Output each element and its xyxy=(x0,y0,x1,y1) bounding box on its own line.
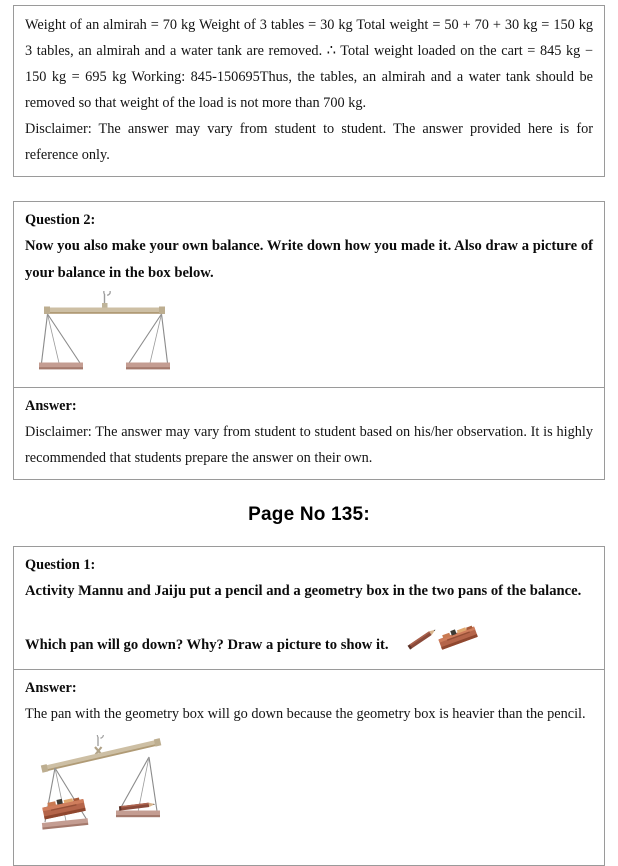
question-2-answer-label: Answer: xyxy=(25,398,77,414)
answer-continuation-body xyxy=(14,6,604,176)
balanced-weighing-scale-icon xyxy=(39,291,171,377)
question-1-text-with-icons xyxy=(25,619,593,659)
question-1-answer-label: Answer: xyxy=(25,680,77,696)
answer-continuation-disclaimer: Disclaimer: The answer may vary from student to student. The answer provided here is for reference only. xyxy=(25,121,593,163)
question-1-label: Question 1: xyxy=(25,557,96,573)
page-number-heading: Page No 135: xyxy=(248,504,370,525)
question-2-answer xyxy=(14,387,604,479)
question-2-body xyxy=(14,202,604,387)
question-2-panel xyxy=(13,201,605,480)
pencil-and-geometry-box-icon xyxy=(403,619,479,657)
question-1-body xyxy=(14,547,604,669)
question-1-text-line-2: Which pan will go down? Why? Draw a picture to show it. xyxy=(25,637,389,653)
tilted-weighing-scale-icon xyxy=(39,735,165,839)
question-2-text: Now you also make your own balance. Write down how you made it. Also draw a picture of your balance in the box below. xyxy=(25,238,593,281)
question-1-answer-text: The pan with the geometry box will go down because the geometry box is heavier than the pencil. xyxy=(25,706,586,722)
question-2-label: Question 2: xyxy=(25,212,96,228)
question-1-panel xyxy=(13,546,605,866)
tilted-scale-figure xyxy=(25,727,593,857)
answer-continuation-text: Weight of an almirah = 70 kg Weight of 3 tables = 30 kg Total weight = 50 + 70 + 30 kg = 150 kg 3 tables, an almirah and a water tank are removed. ∴ Total weight loaded on the cart = 845 kg − 150 kg = 695 kg Working: 845-150695Thus, the tables, an almirah and a water tank should be removed so that weight of the load is not more than 700 kg. xyxy=(25,17,593,111)
question-1-text-line-1: Activity Mannu and Jaiju put a pencil and a geometry box in the two pans of the balance. xyxy=(25,583,582,599)
question-1-answer xyxy=(14,669,604,865)
balanced-scale-figure xyxy=(25,287,593,379)
question-2-answer-text: Disclaimer: The answer may vary from student to student based on his/her observation. It is highly recommended that students prepare the answer on their own. xyxy=(25,424,593,466)
answer-continuation-panel xyxy=(13,5,605,177)
